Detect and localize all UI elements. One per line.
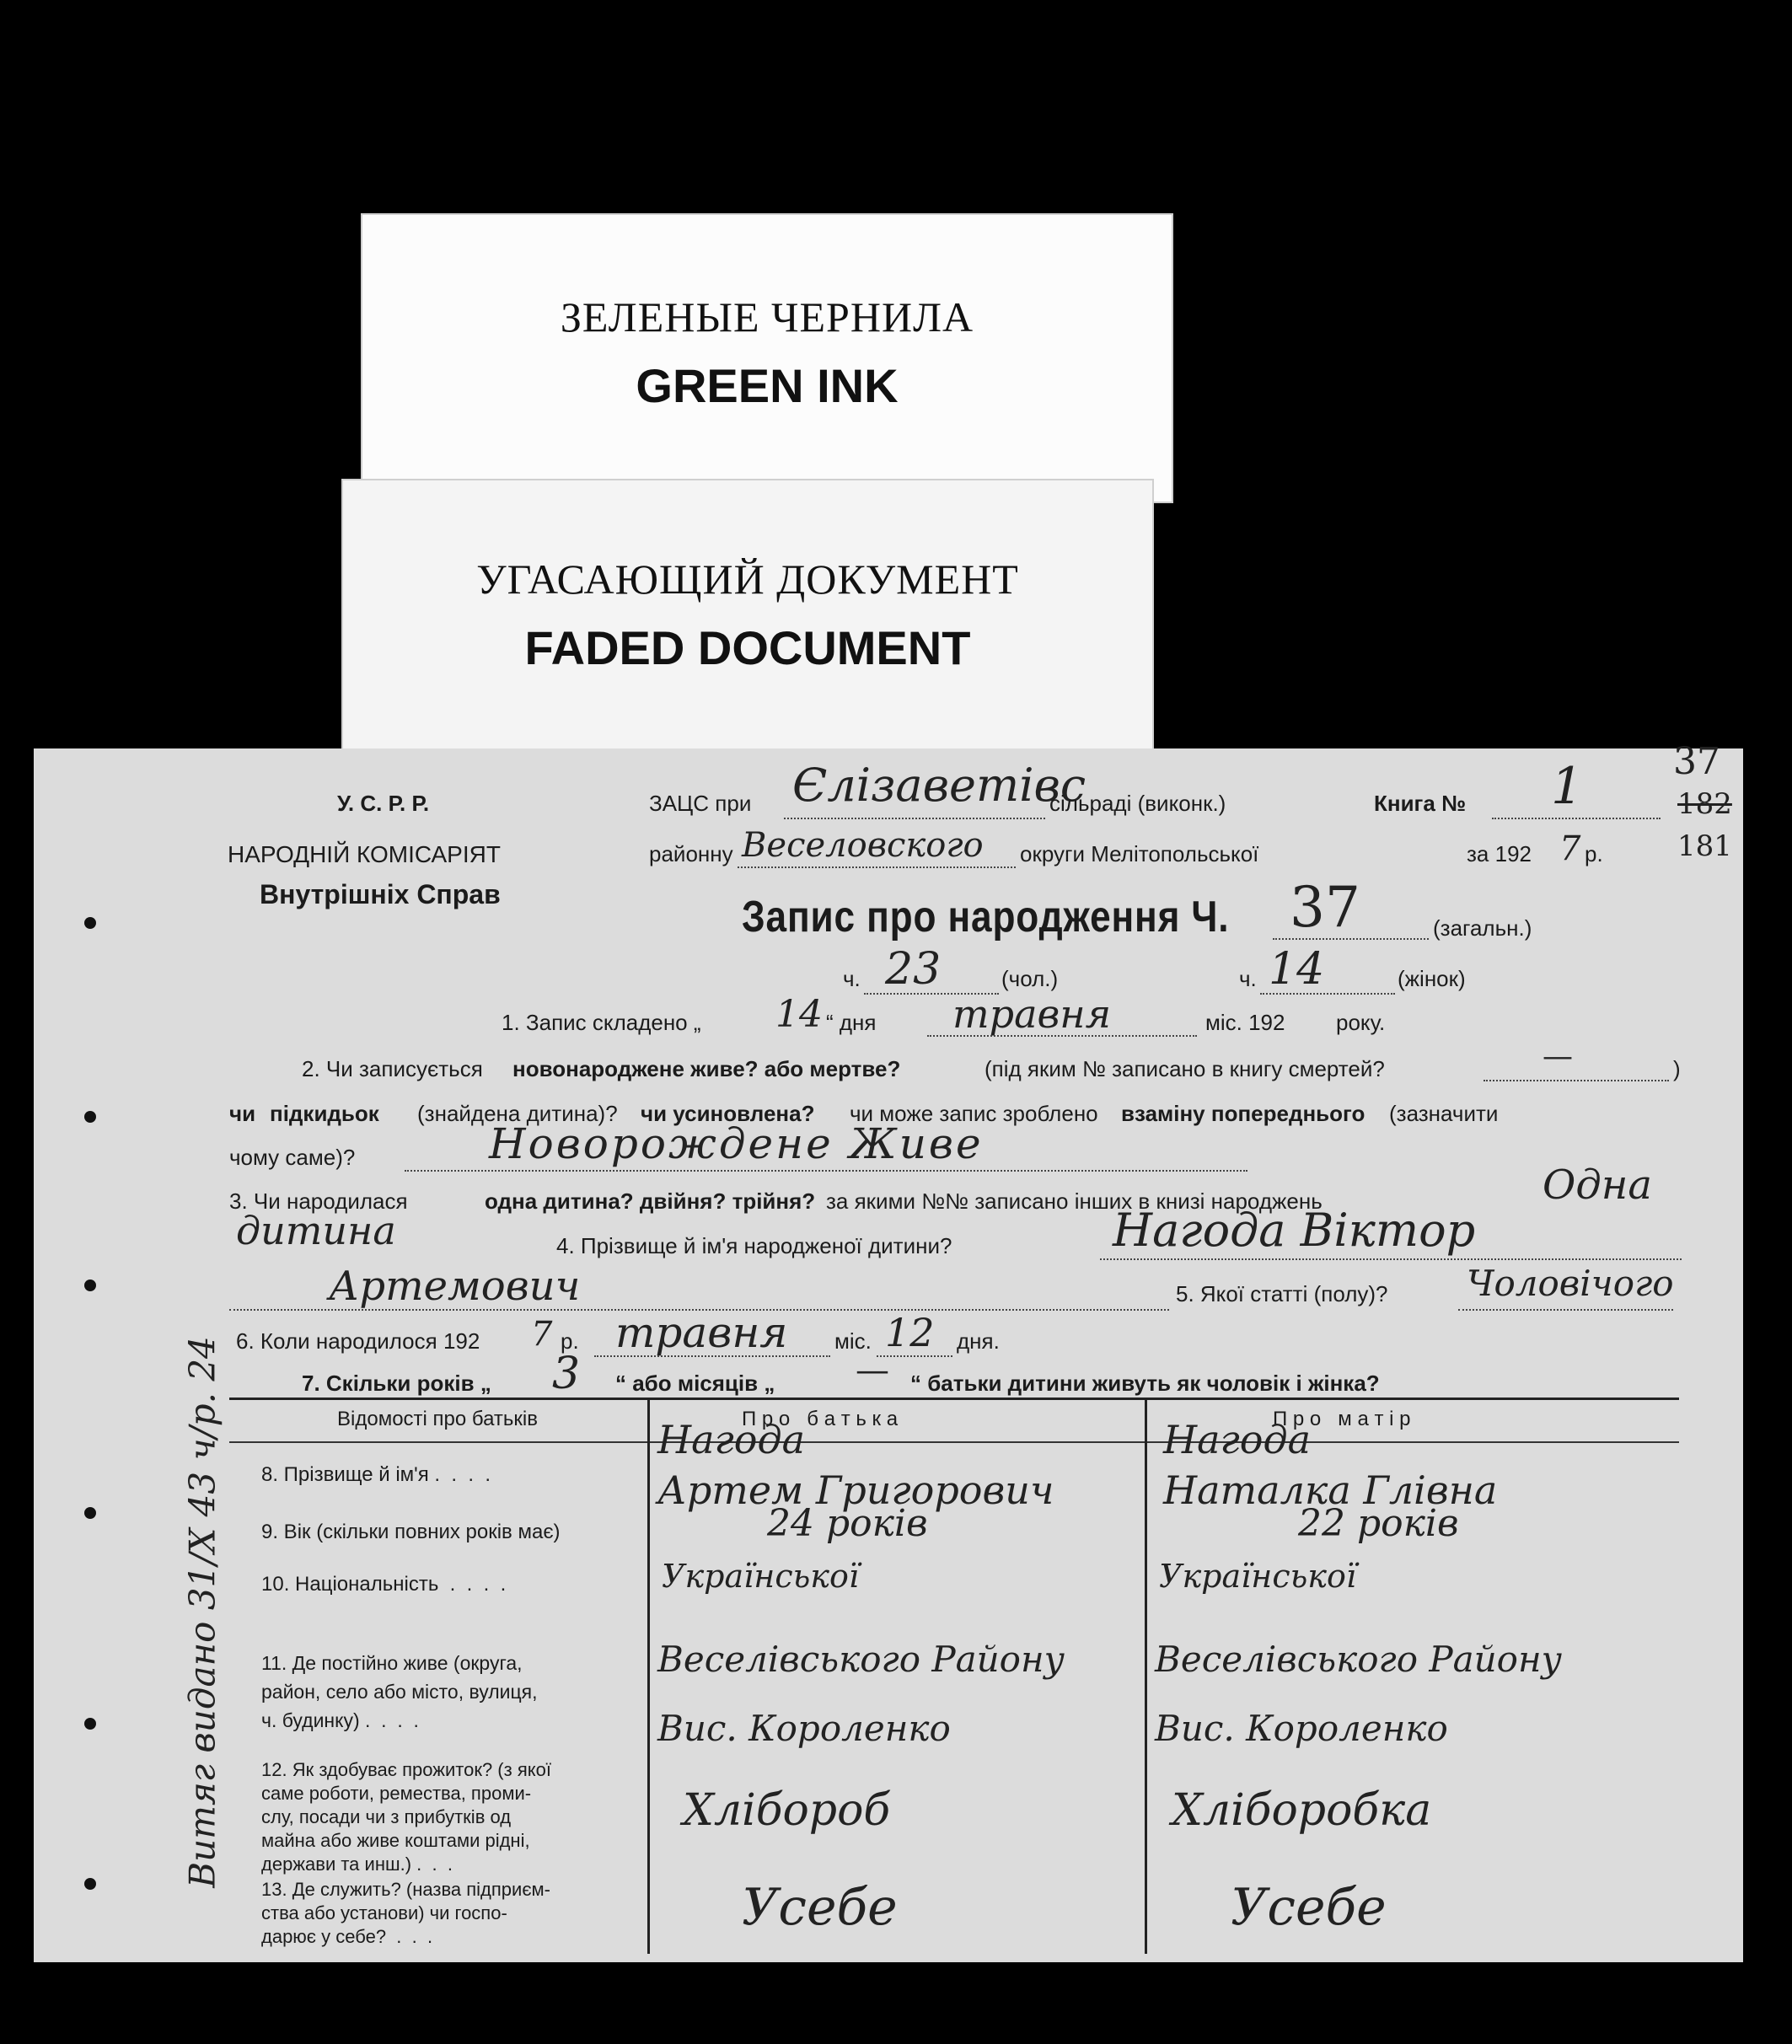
table-row-label: 13. Де служить? (назва підприєм- ства або установи) чи госпо- дарює у себе? . . . <box>261 1879 551 1947</box>
green-ink-en: GREEN INK <box>636 359 899 412</box>
row2b-c: (знайдена дитина)? <box>417 1101 618 1126</box>
male-ch: ч. <box>843 966 861 991</box>
row4b-handwritten: Артемович <box>329 1263 581 1310</box>
table-row-label: 10. Національність . . . . <box>261 1573 507 1596</box>
table-row-label: 12. Як здобуває прожиток? (з якої саме роботи, ремества, проми- слу, посади чи з прибутків од майна або живе коштами рідні, держави та инш.) . . . <box>261 1759 551 1875</box>
okrug-label: округи Мелітопольської <box>1020 841 1259 866</box>
year-suffix: р. <box>1585 841 1603 866</box>
punch-hole <box>84 1280 96 1291</box>
row2c-a: чому саме)? <box>229 1145 356 1170</box>
year-handwritten: 7 <box>1559 829 1581 868</box>
green-ink-ru: ЗЕЛЕНЫЕ ЧЕРНИЛА <box>560 293 974 341</box>
row2c-handwritten: Новорождене Живе <box>489 1119 984 1168</box>
row2-handwritten: — <box>1543 1039 1573 1074</box>
green-ink-label-card <box>361 213 1173 503</box>
row7-b: “ або місяців „ <box>615 1371 775 1396</box>
row3-handwritten-2: дитина <box>236 1208 396 1253</box>
mother-age-handwritten: 22 років <box>1298 1502 1459 1545</box>
row7-a: 7. Скільки років „ <box>302 1371 491 1396</box>
row2-line <box>1483 1080 1669 1081</box>
corner-number-3: 181 <box>1677 829 1732 863</box>
faded-document-label-card <box>341 479 1154 752</box>
row4-handwritten: Нагода Віктор <box>1113 1204 1476 1257</box>
record-number-handwritten: 37 <box>1290 875 1360 940</box>
book-number-handwritten: 1 <box>1551 757 1584 816</box>
row1-a: 1. Запис складено „ <box>502 1010 701 1035</box>
row4-a: 4. Прізвище й ім'я народженої дитини? <box>556 1233 952 1258</box>
father-nationality-handwritten: Української <box>662 1558 860 1595</box>
faded-ru: УГАСАЮЩИЙ ДОКУМЕНТ <box>476 555 1019 603</box>
mother-nationality-handwritten: Української <box>1159 1558 1357 1595</box>
female-label: (жінок) <box>1398 966 1466 991</box>
row2b-a: чи <box>229 1101 256 1126</box>
row6-c: міс. <box>834 1328 872 1354</box>
table-row-label: 8. Прізвище й ім'я . . . . <box>261 1463 491 1486</box>
row5-handwritten: Чоловічого <box>1467 1263 1674 1304</box>
row7-months-handwritten: — <box>856 1351 889 1390</box>
female-line <box>1260 993 1395 995</box>
table-header-mother: П р о м а т і р <box>1273 1408 1411 1430</box>
rayon-line <box>738 866 1016 868</box>
table-row-label: 9. Вік (скільки повних років має) <box>261 1521 561 1543</box>
margin-note-handwritten: Витяг видано 31/X 43 ч/р. 24 <box>181 1336 223 1888</box>
row6-month-handwritten: травня <box>615 1308 788 1357</box>
mother-workplace-handwritten: Усебе <box>1231 1878 1387 1937</box>
mother-name-handwritten: Нагода Наталка Глівна <box>1163 1417 1498 1513</box>
table-col-divider-1 <box>647 1398 650 1954</box>
book-label: Книга № <box>1374 791 1467 816</box>
rayon-handwritten: Веселовского <box>742 826 984 865</box>
selrada-handwritten: Єлізаветівс <box>792 759 1086 812</box>
row2b-b: підкидьок <box>270 1101 379 1126</box>
corner-number-1: 37 <box>1673 740 1720 783</box>
row3-c: за якими №№ записано інших в книзі народжень <box>826 1188 1323 1214</box>
row7-years-handwritten: 3 <box>552 1349 581 1399</box>
row6-b: р. <box>561 1328 579 1354</box>
row3-handwritten-1: Одна <box>1543 1161 1653 1209</box>
row7-c: “ батьки дитини живуть як чоловік і жінка? <box>910 1371 1380 1396</box>
row4-line <box>1100 1258 1682 1260</box>
birth-record-form <box>34 740 1743 1962</box>
female-count-handwritten: 14 <box>1269 944 1325 995</box>
zags-prefix: ЗАЦС при <box>649 791 752 816</box>
table-top-line <box>229 1398 1679 1400</box>
row6-day-handwritten: 12 <box>885 1310 935 1355</box>
punch-hole <box>84 1878 96 1890</box>
row6-d: дня. <box>957 1328 1000 1354</box>
father-age-handwritten: 24 років <box>767 1502 928 1545</box>
father-address-handwritten: Веселівського Району Вис. Короленко <box>657 1639 1065 1749</box>
row2b-f: взаміну попереднього <box>1121 1101 1365 1126</box>
punch-hole <box>84 1507 96 1519</box>
row2b-d: чи усиновлена? <box>641 1101 815 1126</box>
row2b-g: (зазначити <box>1389 1101 1499 1126</box>
row1-day-handwritten: 14 <box>775 993 823 1036</box>
row6-year-handwritten: 7 <box>531 1315 553 1354</box>
row5-line <box>1458 1309 1673 1311</box>
father-workplace-handwritten: Усебе <box>742 1878 898 1937</box>
punch-hole <box>84 917 96 929</box>
father-name-handwritten: Нагода Артем Григорович <box>657 1417 1054 1513</box>
row2-c: (під яким № записано в книгу смертей? <box>985 1056 1385 1081</box>
row2b-e: чи може запис зроблено <box>850 1101 1098 1126</box>
header-internal-affairs: Внутрішніх Справ <box>260 879 501 909</box>
row1-b: “ дня <box>826 1010 877 1035</box>
header-commissariat: НАРОДНІЙ КОМІСАРІЯТ <box>228 841 501 867</box>
table-header-col1: Відомості про батьків <box>337 1408 538 1430</box>
row2c-line <box>405 1170 1247 1172</box>
rayon-prefix: районну <box>649 841 733 866</box>
table-header-father: П р о б а т ь к а <box>742 1408 899 1430</box>
row1-month-handwritten: травня <box>952 991 1112 1037</box>
corner-number-2: 182 <box>1677 787 1732 821</box>
row1-d: року. <box>1336 1010 1386 1035</box>
male-count-handwritten: 23 <box>885 944 942 995</box>
book-line <box>1492 818 1661 819</box>
selrada-line <box>784 818 1045 819</box>
year-prefix: за 192 <box>1467 841 1532 866</box>
father-occupation-handwritten: Хлібороб <box>683 1785 891 1836</box>
row2-b: новонароджене живе? або мертве? <box>512 1056 901 1081</box>
row6-a: 6. Коли народилося 192 <box>236 1328 480 1354</box>
row1-month-line <box>927 1035 1197 1037</box>
punch-hole <box>84 1111 96 1123</box>
row3-a: 3. Чи народилася <box>229 1188 408 1214</box>
row6-month-line <box>594 1355 830 1357</box>
general-label: (загальн.) <box>1433 915 1532 941</box>
row3-b: одна дитина? двійня? трійня? <box>485 1188 816 1214</box>
punch-hole <box>84 1718 96 1730</box>
table-row-label: 11. Де постійно живе (округа, район, село або місто, вулиця, ч. будинку) . . . . <box>261 1652 538 1731</box>
mother-address-handwritten: Веселівського Району Вис. Короленко <box>1155 1639 1562 1749</box>
female-ch: ч. <box>1239 966 1257 991</box>
faded-en: FADED DOCUMENT <box>524 621 971 674</box>
mother-occupation-handwritten: Хліборобка <box>1172 1785 1432 1836</box>
form-title: Запис про народження Ч. <box>742 893 1230 942</box>
record-number-line <box>1273 938 1429 940</box>
row1-c: міс. 192 <box>1205 1010 1285 1035</box>
male-label: (чол.) <box>1001 966 1059 991</box>
selrada-suffix: сільраді (виконк.) <box>1049 791 1226 816</box>
table-col-divider-2 <box>1145 1398 1147 1954</box>
row2-d: ) <box>1673 1056 1681 1081</box>
row2-a: 2. Чи записується <box>302 1056 483 1081</box>
header-ussr: У. С. Р. Р. <box>337 791 430 816</box>
row5-a: 5. Якої статті (полу)? <box>1176 1281 1388 1306</box>
